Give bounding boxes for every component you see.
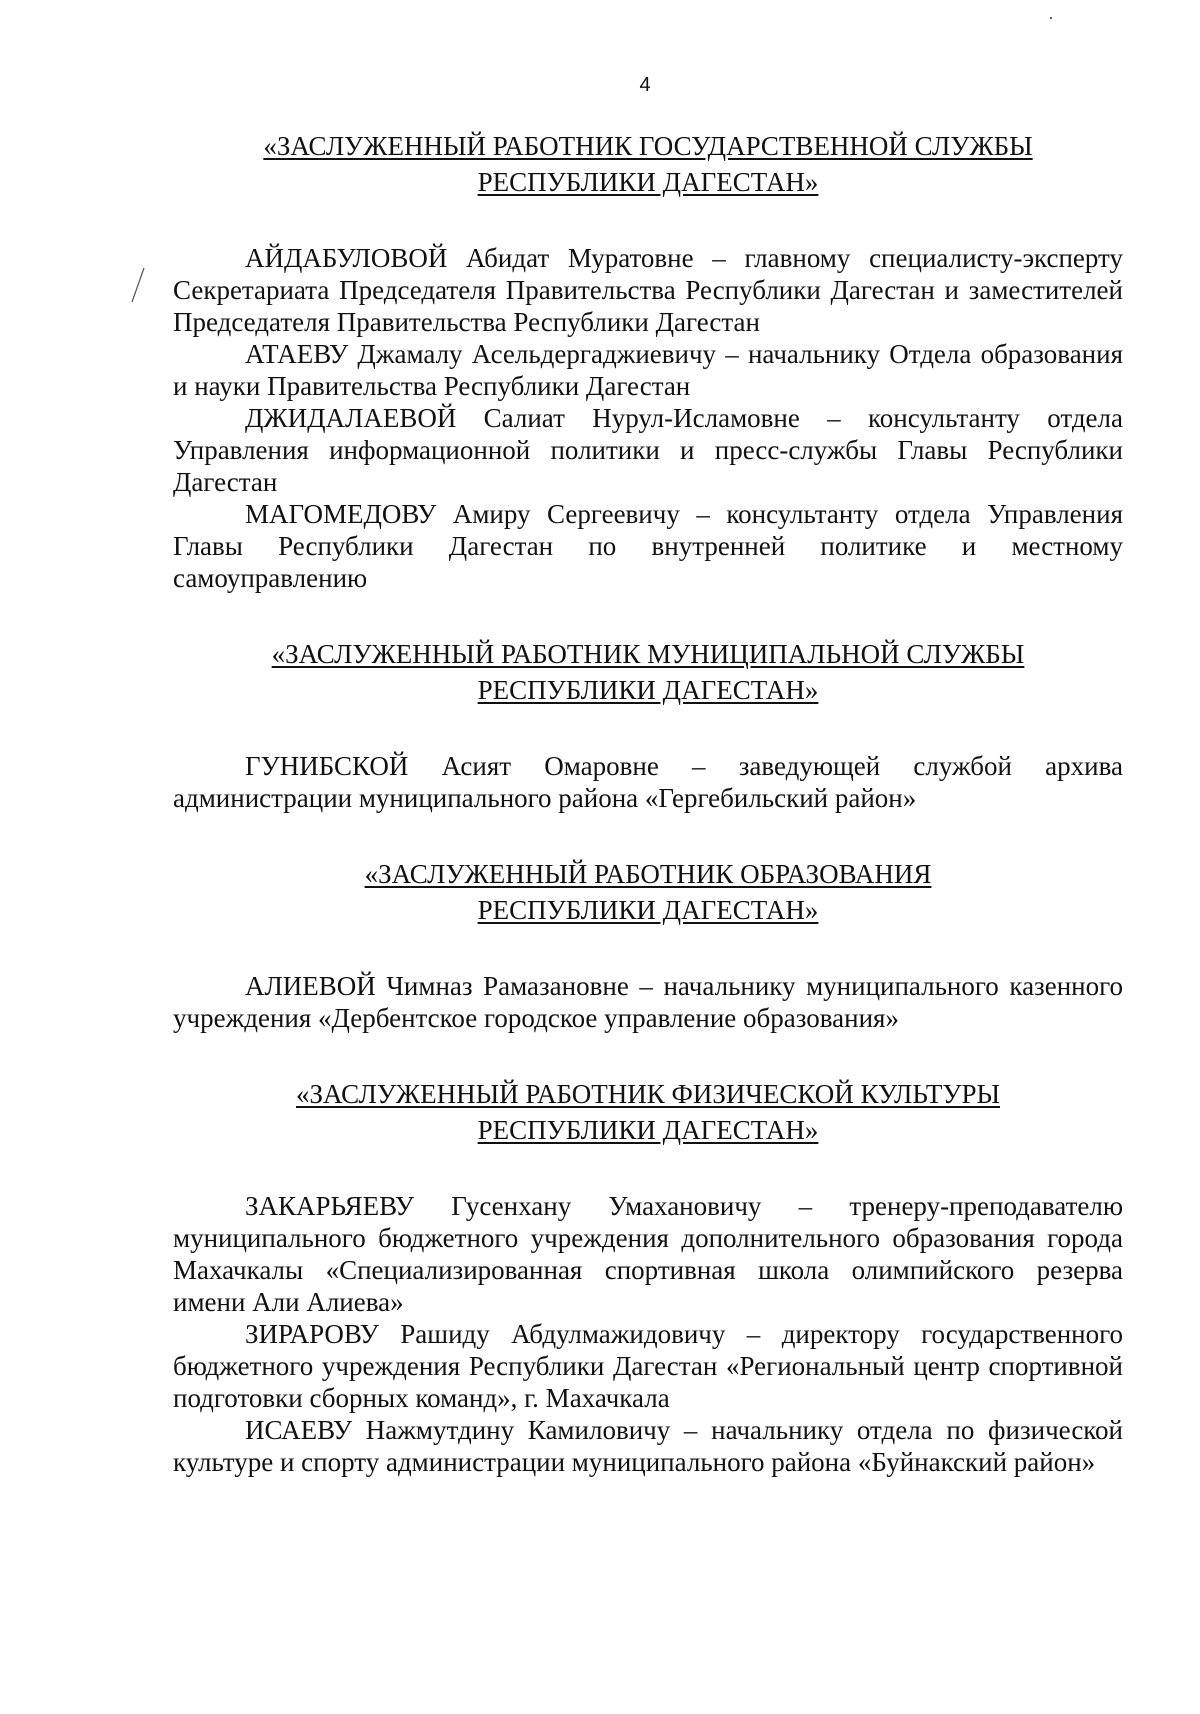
section-title-line2: РЕСПУБЛИКИ ДАГЕСТАН» xyxy=(477,1115,819,1145)
award-section-state-service xyxy=(173,128,1123,594)
section-title-line2: РЕСПУБЛИКИ ДАГЕСТАН» xyxy=(477,675,819,705)
awardee-entry: ГУНИБСКОЙ Асият Омаровне – заведующей службой архива администрации муниципального района «Гергебильский район» xyxy=(173,751,1123,813)
section-title-line2: РЕСПУБЛИКИ ДАГЕСТАН» xyxy=(477,167,819,197)
document-body xyxy=(173,128,1123,1478)
awardee-entry: АЛИЕВОЙ Чимназ Рамазановне – начальнику муниципального казенного учреждения «Дербентское городское управление образования» xyxy=(173,971,1123,1033)
margin-pencil-mark xyxy=(128,266,148,306)
section-title-line2: РЕСПУБЛИКИ ДАГЕСТАН» xyxy=(477,895,819,925)
section-title-line1: «ЗАСЛУЖЕННЫЙ РАБОТНИК ГОСУДАРСТВЕННОЙ СЛУЖБЫ xyxy=(263,131,1033,161)
section-title-line1: «ЗАСЛУЖЕННЫЙ РАБОТНИК МУНИЦИПАЛЬНОЙ СЛУЖБЫ xyxy=(271,639,1025,669)
awardee-entry: ЗИРАРОВУ Рашиду Абдулмажидовичу – директору государственного бюджетного учреждения Республики Дагестан «Региональный центр спортивной подготовки сборных команд», г. Махачкала xyxy=(173,1319,1123,1413)
awardee-entry: ЗАКАРЬЯЕВУ Гусенхану Умахановичу – тренеру-преподавателю муниципального бюджетного учреждения дополнительного образования города Махачкалы «Специализированная спортивная школа олимпийского резерва имени Али Алиева» xyxy=(173,1191,1123,1317)
award-section-physical-culture xyxy=(173,1076,1123,1478)
awardee-list xyxy=(173,242,1123,594)
awardee-entry: ИСАЕВУ Нажмутдину Камиловичу – начальнику отдела по физической культуре и спорту администрации муниципального района «Буйнакский район» xyxy=(173,1415,1123,1477)
awardee-entry: АЙДАБУЛОВОЙ Абидат Муратовне – главному специалисту-эксперту Секретариата Председателя Правительства Республики Дагестан и заместителей Председателя Правительства Республики Дагестан xyxy=(173,243,1123,337)
scan-speck xyxy=(1050,17,1052,19)
awardee-entry: МАГОМЕДОВУ Амиру Сергеевичу – консультанту отдела Управления Главы Республики Дагестан по внутренней политике и местному самоуправлению xyxy=(173,499,1123,593)
award-section-municipal-service xyxy=(173,636,1123,814)
awardee-entry: АТАЕВУ Джамалу Асельдергаджиевичу – начальнику Отдела образования и науки Правительства Республики Дагестан xyxy=(173,339,1123,401)
section-title xyxy=(173,856,1123,928)
award-section-education xyxy=(173,856,1123,1034)
awardee-list xyxy=(173,970,1123,1034)
section-title-line1: «ЗАСЛУЖЕННЫЙ РАБОТНИК ФИЗИЧЕСКОЙ КУЛЬТУРЫ xyxy=(295,1079,1001,1109)
page-number: 4 xyxy=(639,74,651,96)
section-title xyxy=(173,636,1123,708)
awardee-entry: ДЖИДАЛАЕВОЙ Салиат Нурул-Исламовне – консультанту отдела Управления информационной политики и пресс-службы Главы Республики Дагестан xyxy=(173,403,1123,497)
section-title xyxy=(173,128,1123,200)
awardee-list xyxy=(173,750,1123,814)
section-title xyxy=(173,1076,1123,1148)
section-title-line1: «ЗАСЛУЖЕННЫЙ РАБОТНИК ОБРАЗОВАНИЯ xyxy=(364,859,932,889)
awardee-list xyxy=(173,1190,1123,1478)
